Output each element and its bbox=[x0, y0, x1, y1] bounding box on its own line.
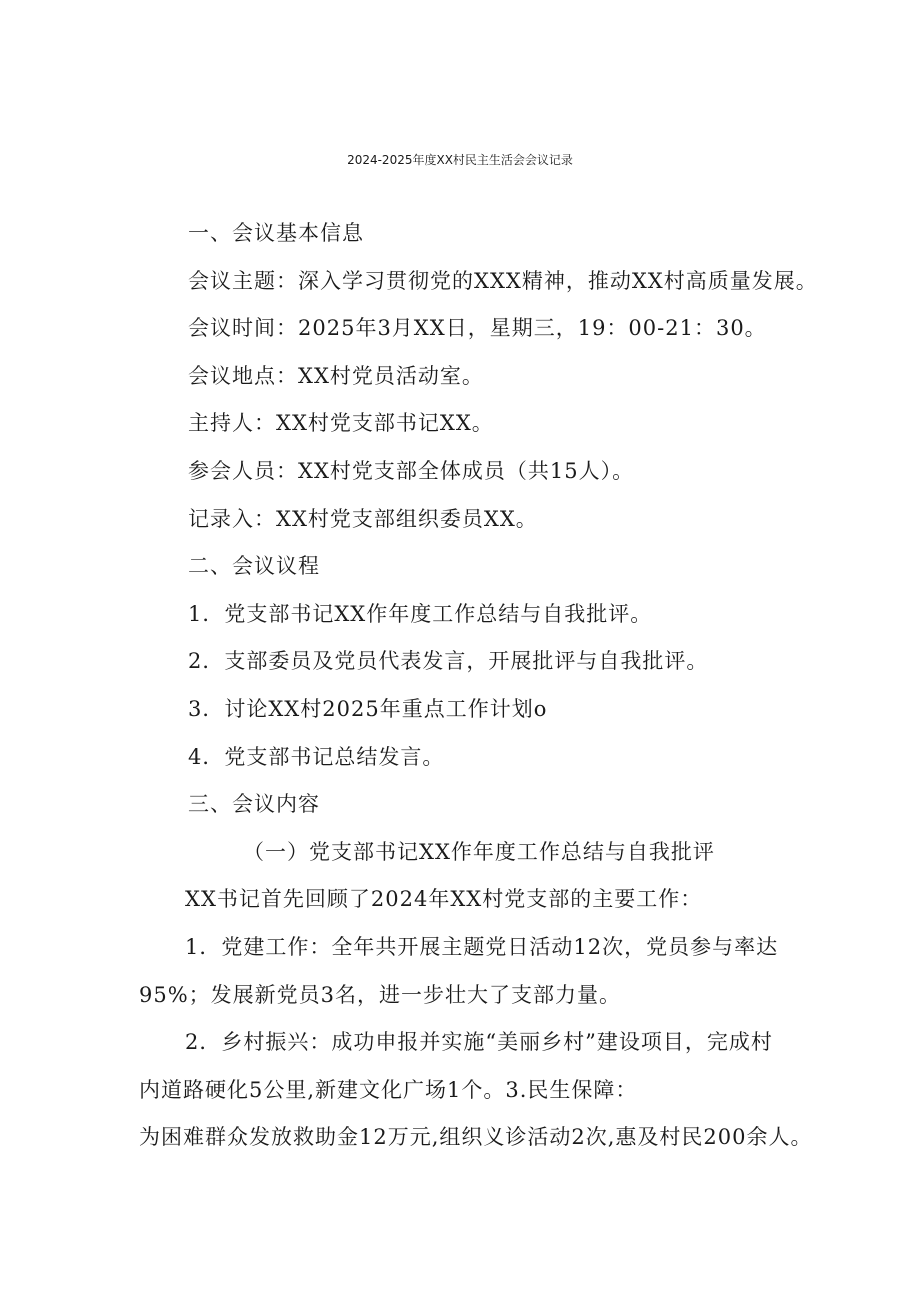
meeting-host: 主持人：XX村党支部书记XX。 bbox=[188, 411, 494, 435]
meeting-attendees: 参会人员：XX村党支部全体成员（共15人）。 bbox=[188, 459, 635, 483]
meeting-topic: 会议主题：深入学习贯彻党的XXX精神，推动XX村高质量发展。 bbox=[188, 269, 818, 293]
agenda-item-3: 3．讨论XX村2025年重点工作计划o bbox=[188, 697, 548, 721]
subsection-heading-1: （一）党支部书记XX作年度工作总结与自我批评 bbox=[243, 840, 715, 864]
document-title: 2024-2025年度XX村民主生活会会议记录 bbox=[347, 153, 573, 167]
agenda-item-1: 1．党支部书记XX作年度工作总结与自我批评。 bbox=[188, 602, 653, 626]
meeting-location: 会议地点：XX村党员活动室。 bbox=[188, 364, 484, 388]
agenda-item-2: 2．支部委员及党员代表发言，开展批评与自我批评。 bbox=[188, 649, 709, 673]
paragraph-rural-revitalization: 2．乡村振兴：成功申报并实施“美丽乡村”建设项目，完成村 bbox=[185, 1030, 773, 1054]
paragraph-party-building-cont: 95%；发展新党员3名，进一步壮大了支部力量。 bbox=[139, 983, 622, 1007]
meeting-time: 会议时间：2025年3月XX日，星期三，19：00-21：30。 bbox=[188, 316, 767, 340]
section-heading-content: 三、会议内容 bbox=[188, 792, 320, 816]
paragraph-rural-revitalization-cont: 内道路硬化5公里,新建文化广场1个。3.民生保障： bbox=[139, 1078, 638, 1102]
paragraph-intro: XX书记首先回顾了2024年XX村党支部的主要工作： bbox=[185, 887, 703, 911]
section-heading-agenda: 二、会议议程 bbox=[188, 554, 320, 578]
agenda-item-4: 4．党支部书记总结发言。 bbox=[188, 745, 445, 769]
meeting-recorder: 记录入：XX村党支部组织委员XX。 bbox=[188, 507, 538, 531]
paragraph-livelihood: 为困难群众发放救助金12万元,组织义诊活动2次,惠及村民200余人。 bbox=[139, 1125, 813, 1149]
section-heading-basic-info: 一、会议基本信息 bbox=[188, 221, 364, 245]
paragraph-party-building: 1．党建工作：全年共开展主题党日活动12次，党员参与率达 bbox=[185, 935, 779, 959]
